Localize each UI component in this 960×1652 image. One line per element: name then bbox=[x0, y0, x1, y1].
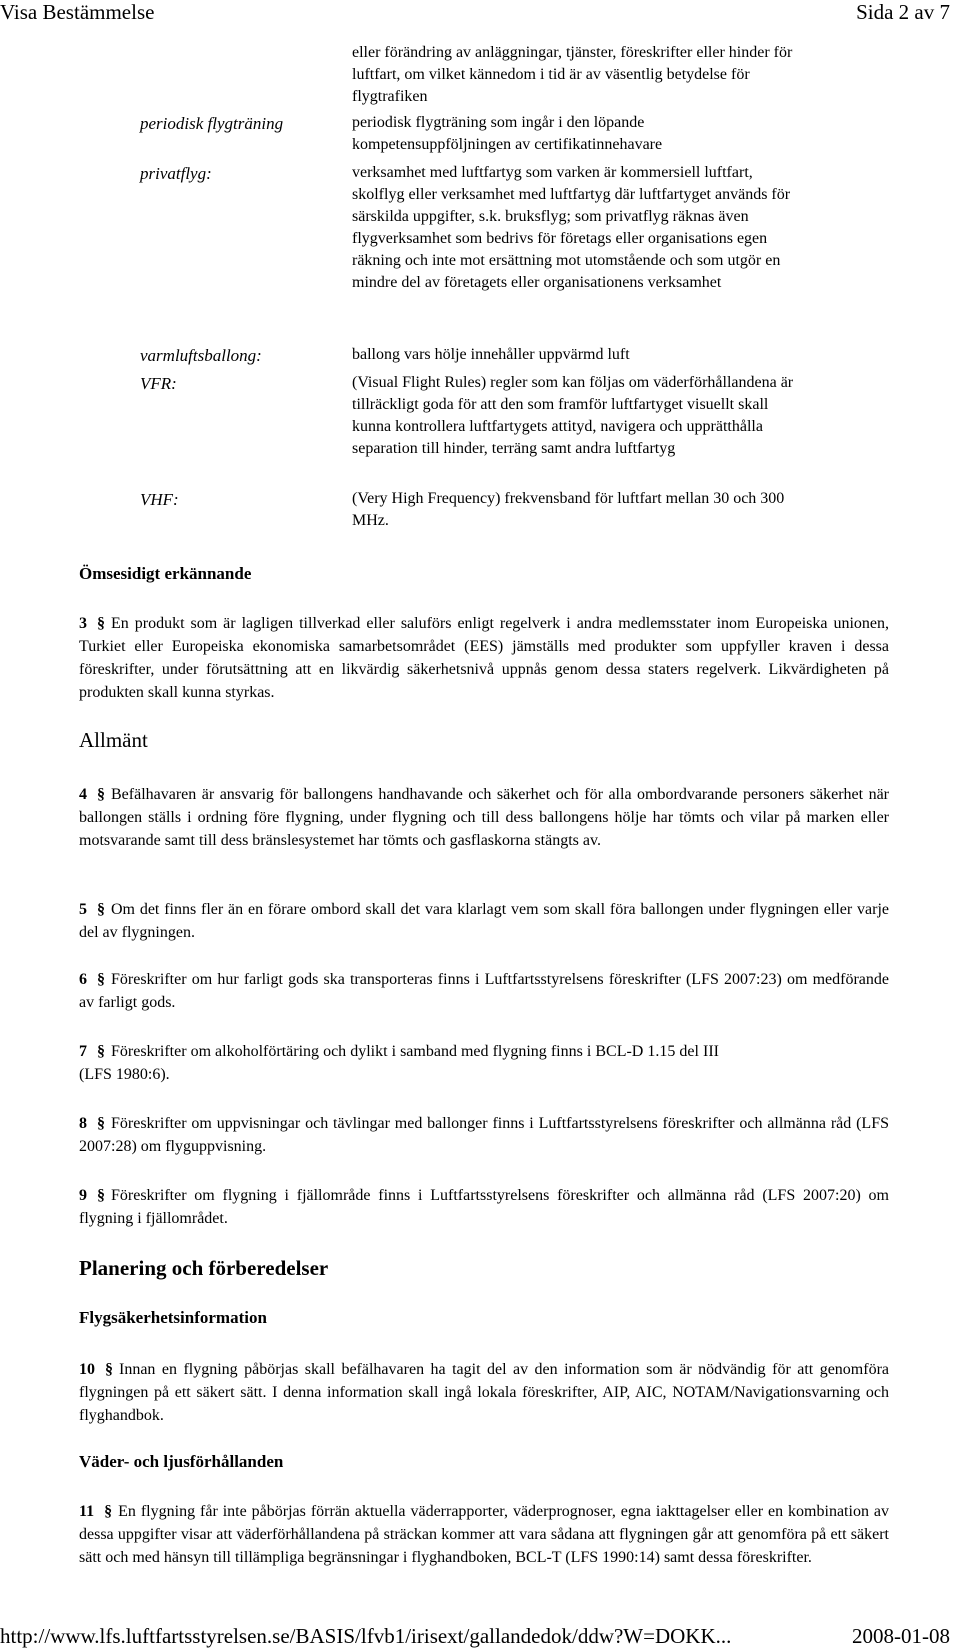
paragraph-text: Befälhavaren är ansvarig för ballongens handhavande och säkerhet och för alla ombordvarande personers säkerhet när ballongen ställs i ordning före flygning, under flygning och till dess ballongens hölje har tömts och vilar på marken eller motsvarande samt till dess bränslesystemet har tömts och gasflaskorna stängts av. bbox=[79, 786, 889, 849]
paragraph-number: 3 bbox=[79, 615, 87, 632]
paragraph-8 bbox=[79, 1112, 889, 1158]
subsection-heading-flight-safety-info: Flygsäkerhetsinformation bbox=[79, 1308, 267, 1327]
definition-term-privatflyg: privatflyg: bbox=[140, 164, 212, 183]
paragraph-text: Om det finns fler än en förare ombord skall det vara klarlagt vem som skall föra ballongen under flygningen eller varje del av flygningen. bbox=[79, 901, 889, 941]
paragraph-3 bbox=[79, 612, 889, 704]
paragraph-10 bbox=[79, 1358, 889, 1427]
definition-term-vfr: VFR: bbox=[140, 374, 177, 393]
section-symbol: § bbox=[97, 615, 105, 632]
section-heading-general: Allmänt bbox=[79, 728, 148, 752]
section-symbol: § bbox=[97, 901, 105, 918]
paragraph-text: Föreskrifter om flygning i fjällområde finns i Luftfartsstyrelsens föreskrifter och allmänna råd (LFS 2007:20) om flygning i fjällområdet. bbox=[79, 1187, 889, 1227]
section-symbol: § bbox=[97, 1043, 105, 1060]
paragraph-text: En produkt som är lagligen tillverkad eller saluförs enligt regelverk i andra medlemsstater inom Europeiska unionen, Turkiet eller Europeiska ekonomiska samarbetsområdet (EES) jämställs med produkter som uppfyller kraven i dessa föreskrifter, under förutsättning att en likvärdig säkerhetsnivå uppnås genom dessa staters regelverk. Likvärdigheten på produkten skall kunna styrkas. bbox=[79, 615, 889, 701]
section-symbol: § bbox=[97, 971, 105, 988]
paragraph-number: 9 bbox=[79, 1187, 87, 1204]
definition-text-continued: eller förändring av anläggningar, tjänster, föreskrifter eller hinder för luftfart, om vilket kännedom i tid är av väsentlig betydelse för flygtrafiken bbox=[352, 44, 793, 105]
paragraph-5 bbox=[79, 898, 889, 944]
paragraph-11 bbox=[79, 1500, 889, 1569]
definition-text-varmluftsballong: ballong vars hölje innehåller uppvärmd luft bbox=[352, 346, 630, 363]
paragraph-text: Innan en flygning påbörjas skall befälhavaren ha tagit del av den information som är nödvändig för att genomföra flygningen på ett säkert sätt. I denna information skall ingå lokala föreskrifter, AIP, AIC, NOTAM/Navigationsvarning och flyghandbok. bbox=[79, 1361, 889, 1424]
paragraph-9 bbox=[79, 1184, 889, 1230]
definition-term-varmluftsballong: varmluftsballong: bbox=[140, 346, 262, 365]
section-symbol: § bbox=[104, 1503, 113, 1520]
paragraph-number: 4 bbox=[79, 786, 87, 803]
definition-text-vhf: (Very High Frequency) frekvensband för luftfart mellan 30 och 300 MHz. bbox=[352, 490, 785, 529]
definition-text-privatflyg: verksamhet med luftfartyg som varken är kommersiell luftfart, skolflyg eller verksamhet med luftfartyg där luftfartyget används för särskilda uppgifter, s.k. bruksflyg; som privatflyg räknas även flygverksamhet som bedrivs för företags eller organisations egen räkning och inte mot ersättning mot utomstående och som utgör en mindre del av företagets eller organisationens verksamhet bbox=[352, 164, 791, 291]
paragraph-4 bbox=[79, 783, 889, 852]
subsection-heading-weather: Väder- och ljusförhållanden bbox=[79, 1452, 284, 1471]
paragraph-number: 8 bbox=[79, 1115, 87, 1132]
paragraph-7 bbox=[79, 1040, 719, 1086]
paragraph-number: 6 bbox=[79, 971, 87, 988]
paragraph-number: 10 bbox=[79, 1361, 95, 1378]
paragraph-number: 7 bbox=[79, 1043, 87, 1060]
definition-text-periodisk: periodisk flygträning som ingår i den löpande kompetensuppföljningen av certifikatinnehavare bbox=[352, 114, 663, 153]
page-url: http://www.lfs.luftfartsstyrelsen.se/BASIS/lfvb1/irisext/gallandedok/ddw?W=DOKK... bbox=[0, 1624, 732, 1648]
paragraph-text: Föreskrifter om uppvisningar och tävlingar med ballonger finns i Luftfartsstyrelsens föreskrifter och allmänna råd (LFS 2007:28) om flyguppvisning. bbox=[79, 1115, 889, 1155]
definition-term-vhf: VHF: bbox=[140, 490, 179, 509]
section-heading-mutual-recognition: Ömsesidigt erkännande bbox=[79, 564, 252, 583]
section-symbol: § bbox=[97, 786, 105, 803]
definition-text-vfr: (Visual Flight Rules) regler som kan följas om väderförhållandena är tillräckligt goda för att den som framför luftfartyget visuellt skall kunna kontrollera luftfartygets attityd, navigera och upprätthålla separation till hinder, terräng samt andra luftfartyg bbox=[352, 374, 794, 457]
paragraph-text: Föreskrifter om hur farligt gods ska transporteras finns i Luftfartsstyrelsens föreskrifter (LFS 2007:23) om medförande av farligt gods. bbox=[79, 971, 889, 1011]
section-symbol: § bbox=[97, 1115, 105, 1132]
paragraph-number: 11 bbox=[79, 1503, 95, 1520]
paragraph-6 bbox=[79, 968, 889, 1014]
paragraph-number: 5 bbox=[79, 901, 87, 918]
definition-term-periodisk: periodisk flygträning bbox=[140, 114, 284, 133]
paragraph-text: En flygning får inte påbörjas förrän aktuella väderrapporter, väderprognoser, egna iakttagelser eller en kombination av dessa uppgifter visar att väderförhållandena på sträckan kommer att vara sådana att flygningen går att genomföra på ett säkert sätt och med hänsyn till tillämpliga begränsningar i flyghandboken, BCL-T (LFS 1990:14) samt dessa föreskrifter. bbox=[79, 1503, 889, 1566]
paragraph-text: Föreskrifter om alkoholförtäring och dylikt i samband med flygning finns i BCL-D 1.15 del III (LFS 1980:6). bbox=[79, 1043, 719, 1083]
print-date: 2008-01-08 bbox=[852, 1624, 950, 1648]
page-header-title: Visa Bestämmelse bbox=[0, 0, 155, 24]
section-heading-planning: Planering och förberedelser bbox=[79, 1256, 329, 1280]
section-symbol: § bbox=[97, 1187, 105, 1204]
page-number: Sida 2 av 7 bbox=[856, 0, 950, 24]
section-symbol: § bbox=[105, 1361, 113, 1378]
